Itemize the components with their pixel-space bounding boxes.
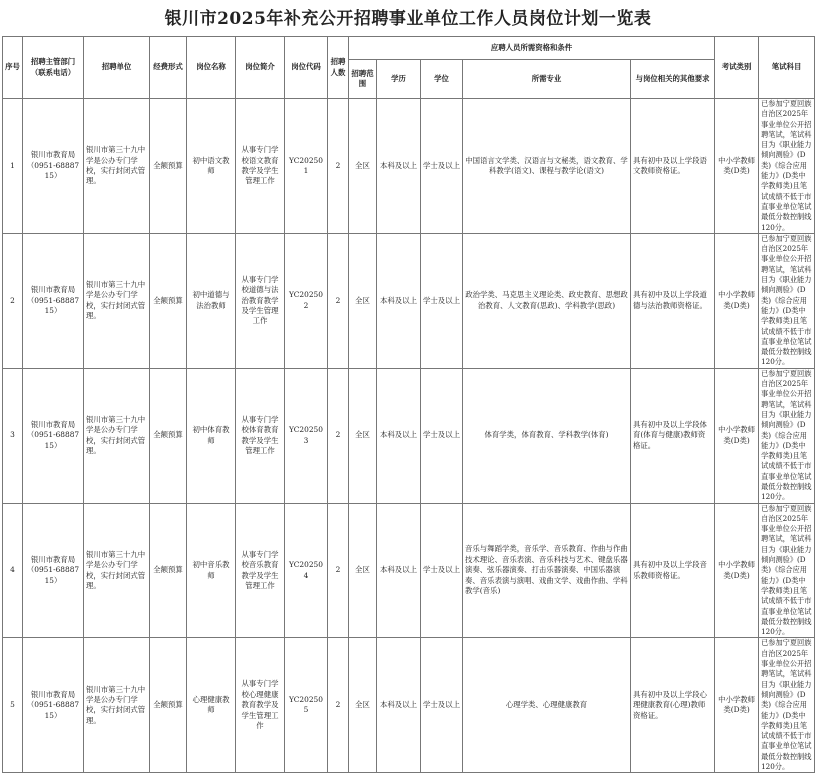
cell-funding: 全额预算 xyxy=(150,233,187,368)
cell-education: 本科及以上 xyxy=(377,368,421,503)
cell-seq: 1 xyxy=(3,99,23,234)
cell-major: 心理学类、心理健康教育 xyxy=(463,638,631,773)
header-intro: 岗位简介 xyxy=(236,37,285,99)
cell-other: 具有初中及以上学段体育(体育与健康)教师资格证。 xyxy=(631,368,715,503)
cell-degree: 学士及以上 xyxy=(421,638,463,773)
cell-intro: 从事专门学校道德与法治教育教学及学生管理工作 xyxy=(236,233,285,368)
cell-intro: 从事专门学校心理健康教育教学及学生管理工作 xyxy=(236,638,285,773)
cell-seq: 4 xyxy=(3,503,23,638)
table-row xyxy=(3,638,815,773)
cell-intro: 从事专门学校音乐教育教学及学生管理工作 xyxy=(236,503,285,638)
cell-degree: 学士及以上 xyxy=(421,233,463,368)
cell-position: 初中道德与法治教师 xyxy=(187,233,236,368)
cell-written: 已参加宁夏回族自治区2025年事业单位公开招聘笔试，笔试科目为《职业能力倾向测验》(D类)《综合应用能力》(D类中学教师类)且笔试成绩不低于市直事业单位笔试最低分数控制线120分。 xyxy=(759,368,815,503)
header-education: 学历 xyxy=(377,60,421,99)
cell-dept: 银川市教育局（0951-6888715） xyxy=(23,233,84,368)
cell-major: 政治学类、马克思主义理论类、政史教育、思想政治教育、人文教育(思政)、学科教学(思政) xyxy=(463,233,631,368)
cell-count: 2 xyxy=(328,233,349,368)
header-major: 所需专业 xyxy=(463,60,631,99)
cell-seq: 3 xyxy=(3,368,23,503)
cell-unit: 银川市第三十九中学是公办专门学校，实行封闭式管理。 xyxy=(84,233,150,368)
cell-exam-type: 中小学教师类(D类) xyxy=(715,99,759,234)
cell-written: 已参加宁夏回族自治区2025年事业单位公开招聘笔试，笔试科目为《职业能力倾向测验》(D类)《综合应用能力》(D类中学教师类)且笔试成绩不低于市直事业单位笔试最低分数控制线120分。 xyxy=(759,233,815,368)
header-dept: 招聘主管部门（联系电话） xyxy=(23,37,84,99)
cell-exam-type: 中小学教师类(D类) xyxy=(715,638,759,773)
header-position: 岗位名称 xyxy=(187,37,236,99)
header-code: 岗位代码 xyxy=(285,37,328,99)
header-seq: 序号 xyxy=(3,37,23,99)
cell-position: 初中体育教师 xyxy=(187,368,236,503)
table-row xyxy=(3,233,815,368)
cell-written: 已参加宁夏回族自治区2025年事业单位公开招聘笔试，笔试科目为《职业能力倾向测验》(D类)《综合应用能力》(D类中学教师类)且笔试成绩不低于市直事业单位笔试最低分数控制线120分。 xyxy=(759,503,815,638)
cell-education: 本科及以上 xyxy=(377,99,421,234)
cell-unit: 银川市第三十九中学是公办专门学校，实行封闭式管理。 xyxy=(84,638,150,773)
cell-code: YC202503 xyxy=(285,368,328,503)
cell-major: 中国语言文学类、汉语言与文秘类，语文教育、学科教学(语文)、课程与教学论(语文) xyxy=(463,99,631,234)
cell-code: YC202504 xyxy=(285,503,328,638)
cell-code: YC202505 xyxy=(285,638,328,773)
cell-written: 已参加宁夏回族自治区2025年事业单位公开招聘笔试，笔试科目为《职业能力倾向测验》(D类)《综合应用能力》(D类中学教师类)且笔试成绩不低于市直事业单位笔试最低分数控制线120分。 xyxy=(759,99,815,234)
cell-code: YC202502 xyxy=(285,233,328,368)
table-row xyxy=(3,368,815,503)
cell-unit: 银川市第三十九中学是公办专门学校，实行封闭式管理。 xyxy=(84,99,150,234)
cell-education: 本科及以上 xyxy=(377,638,421,773)
cell-funding: 全额预算 xyxy=(150,503,187,638)
cell-scope: 全区 xyxy=(349,503,377,638)
cell-other: 具有初中及以上学段道德与法治教师资格证。 xyxy=(631,233,715,368)
cell-unit: 银川市第三十九中学是公办专门学校，实行封闭式管理。 xyxy=(84,368,150,503)
cell-intro: 从事专门学校体育教育教学及学生管理工作 xyxy=(236,368,285,503)
table-row xyxy=(3,503,815,638)
cell-dept: 银川市教育局（0951-6888715） xyxy=(23,503,84,638)
cell-education: 本科及以上 xyxy=(377,503,421,638)
cell-position: 心理健康教师 xyxy=(187,638,236,773)
cell-exam-type: 中小学教师类(D类) xyxy=(715,368,759,503)
cell-code: YC202501 xyxy=(285,99,328,234)
cell-count: 2 xyxy=(328,638,349,773)
header-funding: 经费形式 xyxy=(150,37,187,99)
table-row xyxy=(3,99,815,234)
cell-education: 本科及以上 xyxy=(377,233,421,368)
header-degree: 学位 xyxy=(421,60,463,99)
cell-count: 2 xyxy=(328,99,349,234)
cell-scope: 全区 xyxy=(349,638,377,773)
header-unit: 招聘单位 xyxy=(84,37,150,99)
cell-exam-type: 中小学教师类(D类) xyxy=(715,233,759,368)
cell-scope: 全区 xyxy=(349,368,377,503)
cell-written: 已参加宁夏回族自治区2025年事业单位公开招聘笔试，笔试科目为《职业能力倾向测验》(D类)《综合应用能力》(D类中学教师类)且笔试成绩不低于市直事业单位笔试最低分数控制线120分。 xyxy=(759,638,815,773)
cell-intro: 从事专门学校语文教育教学及学生管理工作 xyxy=(236,99,285,234)
header-other: 与岗位相关的其他要求 xyxy=(631,60,715,99)
cell-funding: 全额预算 xyxy=(150,638,187,773)
header-written: 笔试科目 xyxy=(759,37,815,99)
cell-degree: 学士及以上 xyxy=(421,99,463,234)
cell-degree: 学士及以上 xyxy=(421,368,463,503)
page-title: 银川市2025年补充公开招聘事业单位工作人员岗位计划一览表 xyxy=(164,9,652,29)
cell-count: 2 xyxy=(328,503,349,638)
cell-other: 具有初中及以上学段心理健康教育(心理)教师资格证。 xyxy=(631,638,715,773)
header-scope: 招聘范围 xyxy=(349,60,377,99)
cell-funding: 全额预算 xyxy=(150,368,187,503)
cell-funding: 全额预算 xyxy=(150,99,187,234)
cell-dept: 银川市教育局（0951-6888715） xyxy=(23,638,84,773)
cell-other: 具有初中及以上学段语文教师资格证。 xyxy=(631,99,715,234)
cell-dept: 银川市教育局（0951-6888715） xyxy=(23,368,84,503)
header-conditions: 应聘人员所需资格和条件 xyxy=(349,37,715,60)
position-plan-table xyxy=(2,36,815,773)
cell-major: 体育学类，体育教育、学科教学(体育) xyxy=(463,368,631,503)
cell-exam-type: 中小学教师类(D类) xyxy=(715,503,759,638)
cell-seq: 5 xyxy=(3,638,23,773)
cell-position: 初中语文教师 xyxy=(187,99,236,234)
cell-scope: 全区 xyxy=(349,99,377,234)
cell-seq: 2 xyxy=(3,233,23,368)
cell-scope: 全区 xyxy=(349,233,377,368)
cell-degree: 学士及以上 xyxy=(421,503,463,638)
cell-unit: 银川市第三十九中学是公办专门学校，实行封闭式管理。 xyxy=(84,503,150,638)
cell-count: 2 xyxy=(328,368,349,503)
cell-other: 具有初中及以上学段音乐教师资格证。 xyxy=(631,503,715,638)
header-count: 招聘人数 xyxy=(328,37,349,99)
cell-position: 初中音乐教师 xyxy=(187,503,236,638)
header-exam-type: 考试类别 xyxy=(715,37,759,99)
cell-major: 音乐与舞蹈学类，音乐学、音乐教育、作曲与作曲技术理论、音乐表演、音乐科技与艺术、键盘乐器演奏、弦乐器演奏、打击乐器演奏、中国乐器演奏、音乐表演与演唱、戏曲文学、戏曲作曲、学科教学(音乐) xyxy=(463,503,631,638)
cell-dept: 银川市教育局（0951-6888715） xyxy=(23,99,84,234)
